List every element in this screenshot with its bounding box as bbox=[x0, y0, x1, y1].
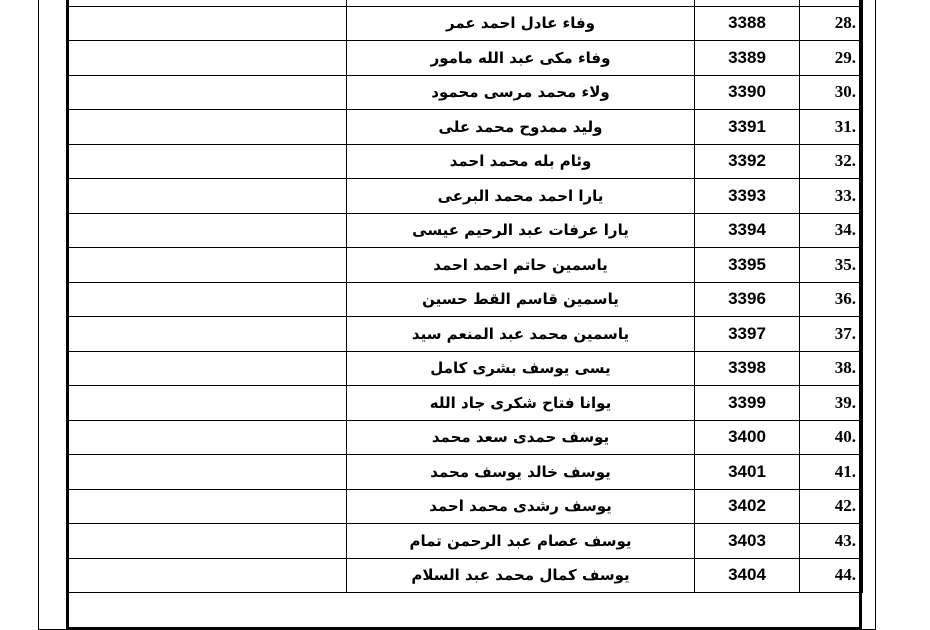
row-number: .28 bbox=[800, 6, 863, 41]
row-number: .32 bbox=[800, 144, 863, 179]
student-name: يارا احمد محمد البرعى bbox=[347, 179, 695, 214]
student-code: 3390 bbox=[695, 75, 800, 110]
student-code: 3404 bbox=[695, 558, 800, 593]
student-code: 3397 bbox=[695, 317, 800, 352]
student-code: 3391 bbox=[695, 110, 800, 145]
student-name: ياسمين حاتم احمد احمد bbox=[347, 248, 695, 283]
student-name: وفاء مكى عبد الله مامور bbox=[347, 41, 695, 76]
student-code: 3401 bbox=[695, 455, 800, 490]
row-number: .42 bbox=[800, 489, 863, 524]
student-code: 3396 bbox=[695, 282, 800, 317]
row-number: .39 bbox=[800, 386, 863, 421]
student-name: يوانا فتاح شكرى جاد الله bbox=[347, 386, 695, 421]
student-code: 3400 bbox=[695, 420, 800, 455]
student-name: ياسمين قاسم القط حسين bbox=[347, 282, 695, 317]
row-number: .44 bbox=[800, 558, 863, 593]
row-number: .33 bbox=[800, 179, 863, 214]
student-name: وفاء عادل احمد عمر bbox=[347, 6, 695, 41]
row-number: .34 bbox=[800, 213, 863, 248]
student-code: 3395 bbox=[695, 248, 800, 283]
student-code: 3399 bbox=[695, 386, 800, 421]
row-number: .31 bbox=[800, 110, 863, 145]
student-code: 3403 bbox=[695, 524, 800, 559]
student-code: 3402 bbox=[695, 489, 800, 524]
student-name: يوسف عصام عبد الرحمن تمام bbox=[347, 524, 695, 559]
student-name: يوسف خالد يوسف محمد bbox=[347, 455, 695, 490]
row-number: .37 bbox=[800, 317, 863, 352]
student-name: يسى يوسف بشرى كامل bbox=[347, 351, 695, 386]
student-name: يوسف رشدى محمد احمد bbox=[347, 489, 695, 524]
roster-table-container bbox=[66, 0, 862, 630]
student-name: ولاء محمد مرسى محمود bbox=[347, 75, 695, 110]
student-name: يوسف كمال محمد عبد السلام bbox=[347, 558, 695, 593]
student-name: ياسمين محمد عبد المنعم سيد bbox=[347, 317, 695, 352]
student-code: 3393 bbox=[695, 179, 800, 214]
student-name: يوسف حمدى سعد محمد bbox=[347, 420, 695, 455]
row-number: .41 bbox=[800, 455, 863, 490]
student-name: وليد ممدوح محمد على bbox=[347, 110, 695, 145]
row-number: .35 bbox=[800, 248, 863, 283]
row-number: .40 bbox=[800, 420, 863, 455]
student-code: 3388 bbox=[695, 6, 800, 41]
student-name: وئام بله محمد احمد bbox=[347, 144, 695, 179]
row-number: .38 bbox=[800, 351, 863, 386]
row-number: .36 bbox=[800, 282, 863, 317]
student-code: 3392 bbox=[695, 144, 800, 179]
student-code: 3389 bbox=[695, 41, 800, 76]
student-code: 3398 bbox=[695, 351, 800, 386]
row-number: .30 bbox=[800, 75, 863, 110]
student-name: يارا عرفات عبد الرحيم عيسى bbox=[347, 213, 695, 248]
row-number: .29 bbox=[800, 41, 863, 76]
student-code: 3394 bbox=[695, 213, 800, 248]
row-number: .43 bbox=[800, 524, 863, 559]
table-outer-frame bbox=[66, 0, 862, 630]
